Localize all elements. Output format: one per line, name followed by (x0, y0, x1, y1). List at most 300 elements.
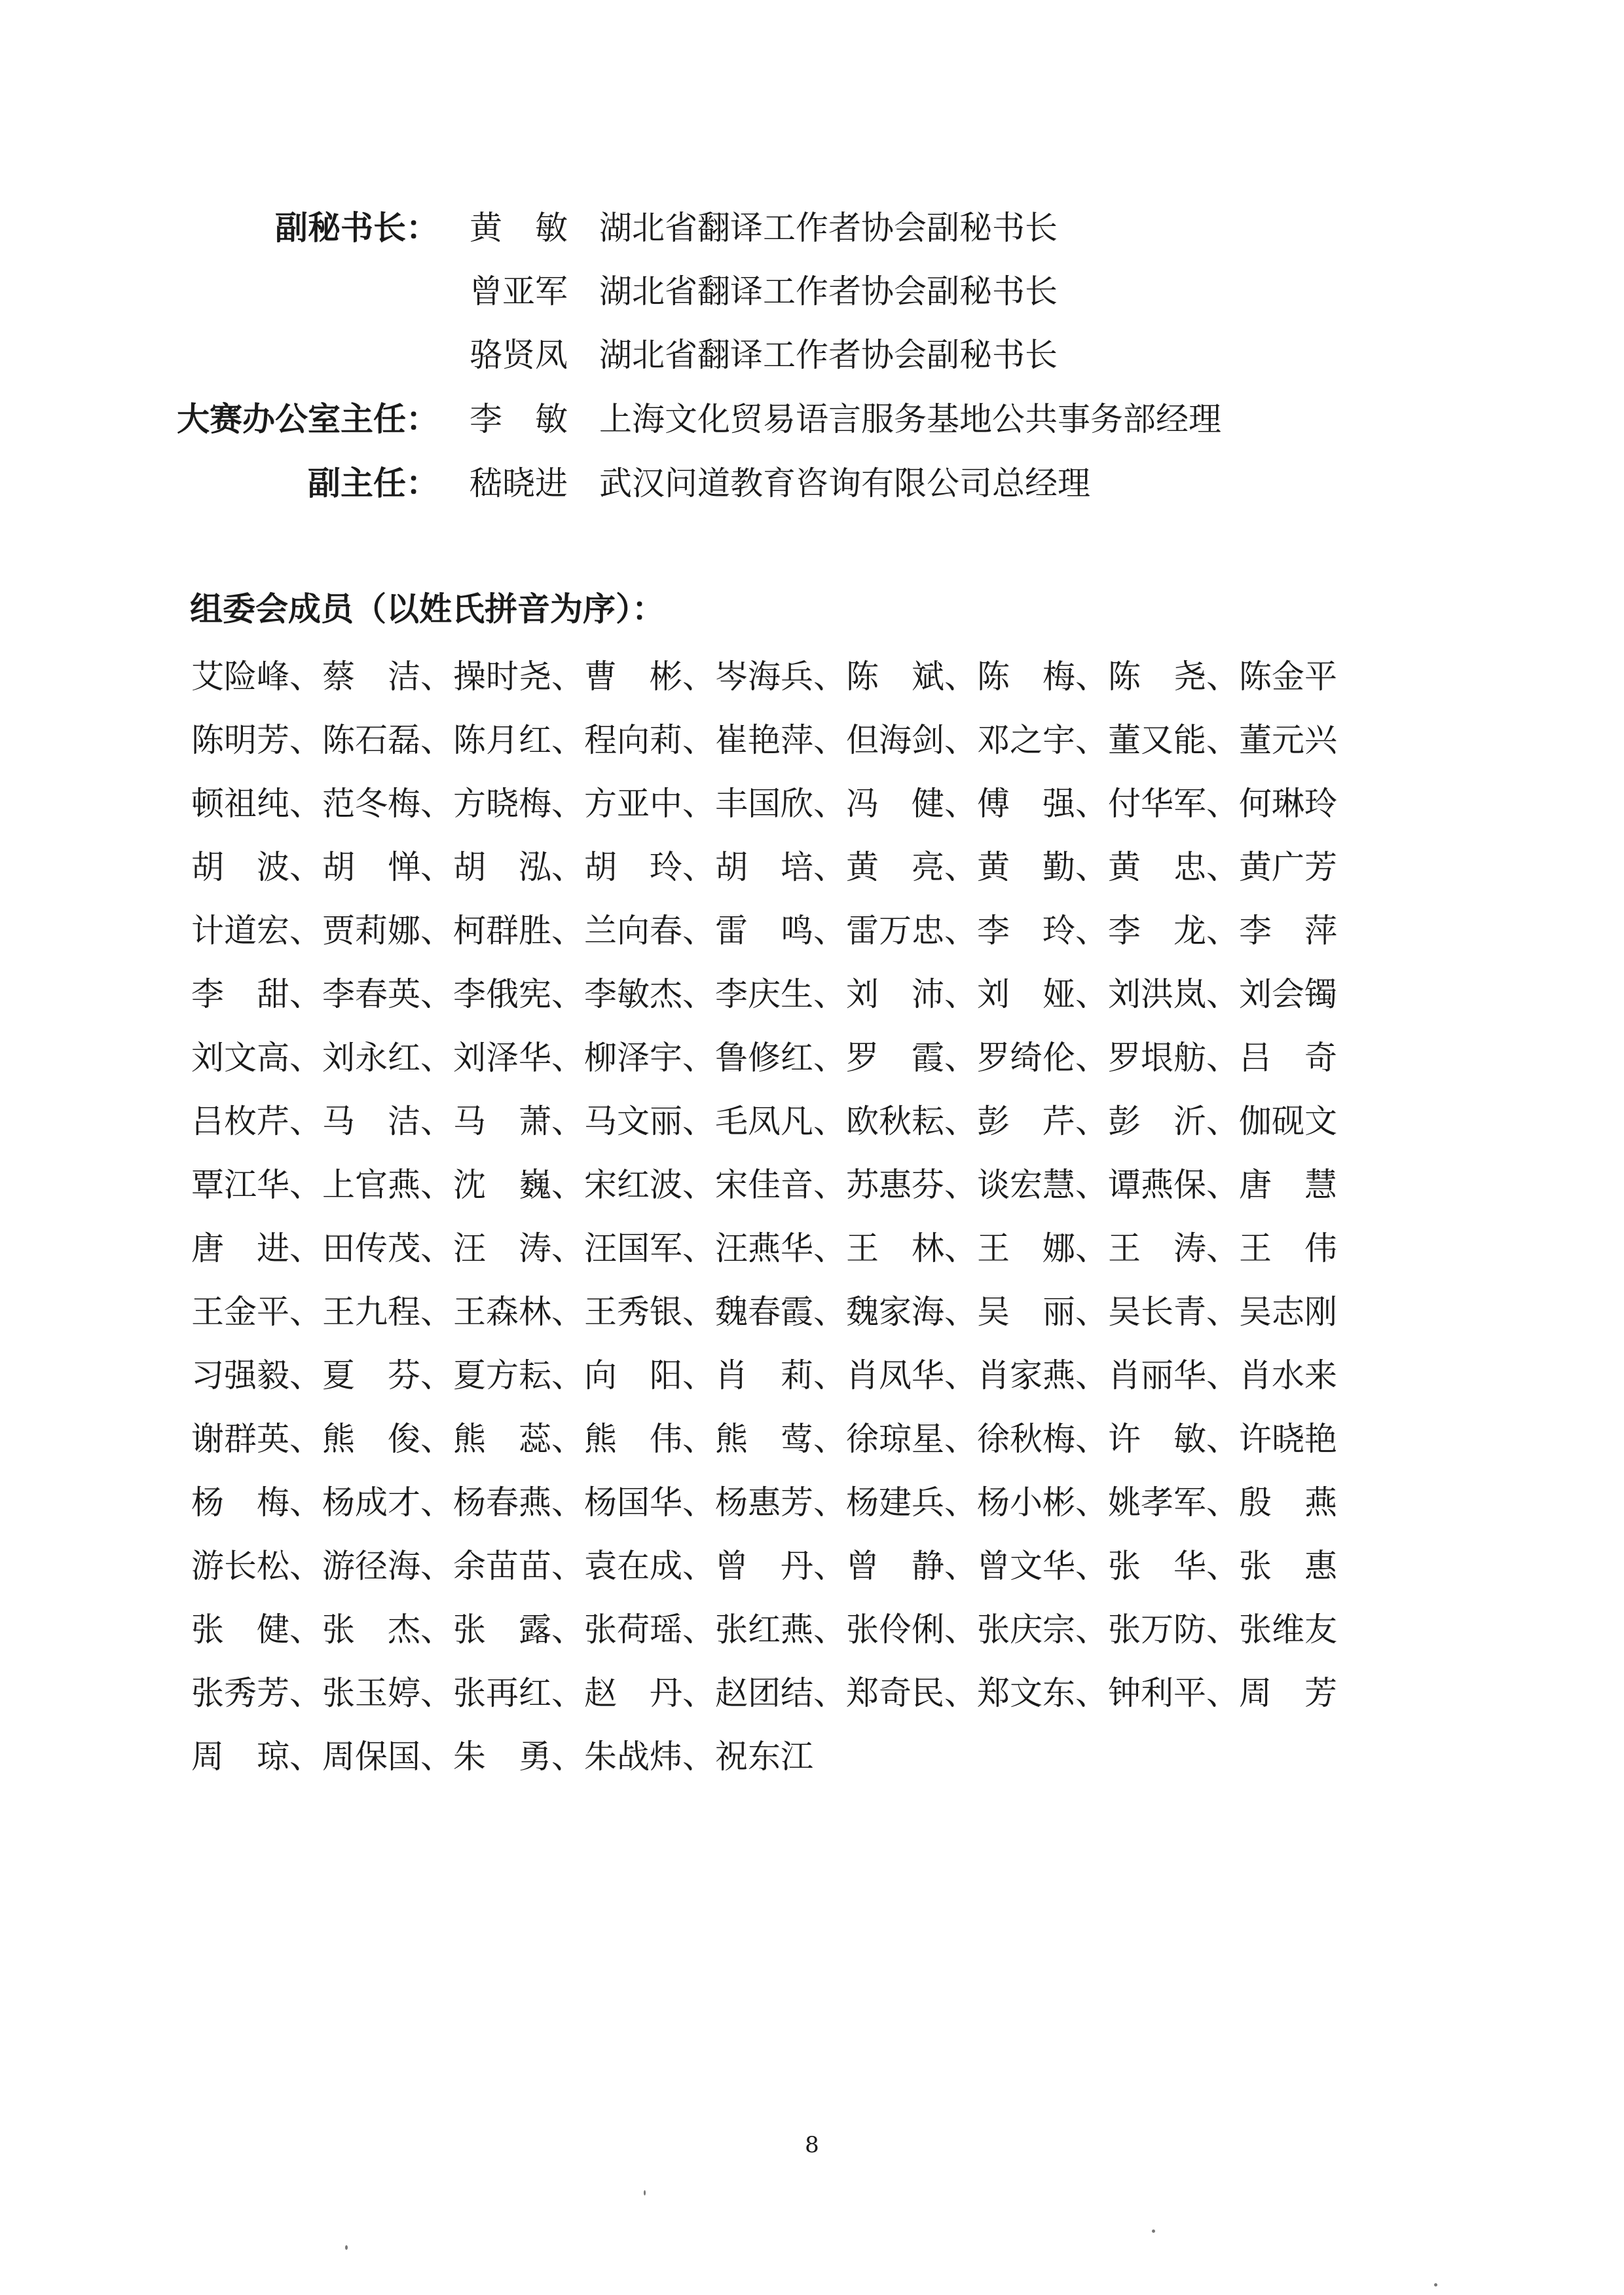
member-separator: 、 (1075, 848, 1108, 886)
member-name: 黄亮 (846, 848, 944, 886)
member-separator: 、 (289, 1420, 322, 1458)
official-row (0, 451, 1624, 516)
member-entry (1108, 1090, 1239, 1153)
member-row (191, 1598, 1501, 1662)
member-separator: 、 (1206, 785, 1239, 823)
member-name: 欧秋耘 (846, 1102, 944, 1140)
member-separator: 、 (551, 975, 584, 1013)
member-name: 刘文高 (191, 1039, 289, 1077)
member-name: 周琼 (191, 1738, 289, 1776)
member-name: 苏惠芬 (846, 1166, 944, 1204)
member-separator: 、 (682, 721, 715, 759)
member-entry (1239, 1471, 1370, 1535)
member-separator: 、 (944, 1420, 977, 1458)
member-entry (1108, 1408, 1239, 1471)
member-entry (977, 836, 1108, 899)
member-name: 李春英 (322, 975, 420, 1013)
member-separator: 、 (289, 1611, 322, 1649)
member-name: 宋佳音 (715, 1166, 813, 1204)
member-name: 郑奇民 (846, 1674, 944, 1712)
member-entry (191, 1535, 322, 1598)
member-name: 张红燕 (715, 1611, 813, 1649)
member-separator: 、 (1075, 1293, 1108, 1331)
member-entry (1239, 645, 1370, 709)
member-name: 计道宏 (191, 912, 289, 950)
scan-speck (644, 2190, 646, 2195)
member-name: 罗绮伦 (977, 1039, 1075, 1077)
member-entry (584, 1725, 715, 1789)
scan-speck (1434, 2283, 1437, 2286)
member-name: 赵丹 (584, 1674, 682, 1712)
member-row (191, 1344, 1501, 1408)
member-row (191, 1662, 1501, 1725)
member-separator: 、 (420, 1738, 453, 1776)
member-name: 游长松 (191, 1547, 289, 1585)
member-separator: 、 (813, 1039, 846, 1077)
member-name: 蔡洁 (322, 658, 420, 696)
member-entry (191, 899, 322, 963)
member-separator: 、 (944, 1039, 977, 1077)
member-name: 岑海兵 (715, 658, 813, 696)
member-separator: 、 (944, 975, 977, 1013)
member-name: 王森林 (453, 1293, 551, 1331)
member-entry (191, 1725, 322, 1789)
member-name: 黄广芳 (1239, 848, 1337, 886)
official-row (0, 195, 1624, 261)
member-entry (977, 963, 1108, 1026)
member-separator: 、 (551, 1356, 584, 1394)
member-entry (1239, 1535, 1370, 1598)
member-separator: 、 (420, 1356, 453, 1394)
member-separator: 、 (420, 1293, 453, 1331)
member-name: 赵团结 (715, 1674, 813, 1712)
member-name: 谢群英 (191, 1420, 289, 1458)
member-separator: 、 (1206, 1483, 1239, 1521)
member-entry (846, 1408, 977, 1471)
member-separator: 、 (813, 1611, 846, 1649)
member-separator: 、 (420, 1102, 453, 1140)
member-separator: 、 (289, 785, 322, 823)
member-separator: 、 (1206, 1102, 1239, 1140)
member-entry (846, 836, 977, 899)
member-entry (846, 645, 977, 709)
member-separator: 、 (682, 1166, 715, 1204)
member-name: 杨成才 (322, 1483, 420, 1521)
member-name: 张健 (191, 1611, 289, 1649)
member-name: 肖丽华 (1108, 1356, 1206, 1394)
member-name: 马洁 (322, 1102, 420, 1140)
member-separator: 、 (944, 1102, 977, 1140)
member-name: 胡惮 (322, 848, 420, 886)
member-separator: 、 (1206, 1229, 1239, 1267)
member-name: 雷万忠 (846, 912, 944, 950)
member-name: 王金平 (191, 1293, 289, 1331)
member-entry (453, 1408, 584, 1471)
member-name: 刘永红 (322, 1039, 420, 1077)
member-separator: 、 (682, 1738, 715, 1776)
member-entry (322, 1725, 453, 1789)
member-name: 唐进 (191, 1229, 289, 1267)
member-separator: 、 (551, 785, 584, 823)
member-separator: 、 (1075, 1547, 1108, 1585)
member-separator: 、 (813, 912, 846, 950)
member-separator: 、 (420, 658, 453, 696)
scan-speck (1152, 2230, 1155, 2233)
member-name: 张惠 (1239, 1547, 1337, 1585)
member-separator: 、 (420, 975, 453, 1013)
member-name: 殷燕 (1239, 1483, 1337, 1521)
member-row (191, 1217, 1501, 1280)
member-separator: 、 (682, 1229, 715, 1267)
member-separator: 、 (1075, 1420, 1108, 1458)
member-entry (584, 1408, 715, 1471)
member-name: 李敏杰 (584, 975, 682, 1013)
member-separator: 、 (289, 721, 322, 759)
member-separator: 、 (289, 1102, 322, 1140)
member-separator: 、 (420, 721, 453, 759)
member-entry (584, 772, 715, 836)
member-separator: 、 (813, 1293, 846, 1331)
member-separator: 、 (944, 658, 977, 696)
member-entry (322, 1535, 453, 1598)
member-separator: 、 (420, 1039, 453, 1077)
member-separator: 、 (551, 1102, 584, 1140)
member-name: 李甜 (191, 975, 289, 1013)
member-entry (191, 1090, 322, 1153)
member-entry (977, 1535, 1108, 1598)
member-entry (191, 772, 322, 836)
member-separator: 、 (1075, 975, 1108, 1013)
member-name: 杨小彬 (977, 1483, 1075, 1521)
member-entry (1239, 1598, 1370, 1662)
member-name: 魏家海 (846, 1293, 944, 1331)
official-row (0, 322, 1624, 388)
member-name: 李俄宪 (453, 975, 551, 1013)
person-title: 上海文化贸易语言服务基地公共事务部经理 (599, 400, 1221, 438)
member-entry (191, 645, 322, 709)
member-entry (1108, 645, 1239, 709)
member-row (191, 1090, 1501, 1153)
member-name: 刘沛 (846, 975, 944, 1013)
member-name: 汪燕华 (715, 1229, 813, 1267)
member-entry (715, 709, 846, 772)
member-separator: 、 (1206, 1420, 1239, 1458)
member-name: 杨梅 (191, 1483, 289, 1521)
member-separator: 、 (289, 1674, 322, 1712)
member-entry (191, 1026, 322, 1090)
member-entry (322, 1662, 453, 1725)
member-separator: 、 (289, 1166, 322, 1204)
member-row (191, 899, 1501, 963)
member-row (191, 1471, 1501, 1535)
member-entry (715, 1598, 846, 1662)
member-separator: 、 (1206, 1166, 1239, 1204)
member-name: 陈明芳 (191, 721, 289, 759)
member-separator: 、 (1206, 1611, 1239, 1649)
member-separator: 、 (551, 1420, 584, 1458)
member-entry (715, 645, 846, 709)
member-separator: 、 (682, 975, 715, 1013)
member-separator: 、 (420, 1674, 453, 1712)
member-row (191, 836, 1501, 899)
member-entry (977, 709, 1108, 772)
member-separator: 、 (813, 1356, 846, 1394)
member-name: 周保国 (322, 1738, 420, 1776)
member-entry (977, 1662, 1108, 1725)
scan-speck (345, 2245, 348, 2250)
member-name: 夏方耘 (453, 1356, 551, 1394)
member-entry (1239, 1090, 1370, 1153)
member-name: 陈梅 (977, 658, 1075, 696)
member-separator: 、 (944, 1166, 977, 1204)
member-entry (715, 1725, 846, 1789)
member-name: 袁在成 (584, 1547, 682, 1585)
member-entry (584, 709, 715, 772)
member-separator: 、 (1206, 848, 1239, 886)
member-separator: 、 (420, 1547, 453, 1585)
member-entry (322, 1598, 453, 1662)
member-row (191, 1153, 1501, 1217)
member-separator: 、 (1206, 1293, 1239, 1331)
member-entry (977, 645, 1108, 709)
member-name: 范冬梅 (322, 785, 420, 823)
member-entry (715, 772, 846, 836)
member-separator: 、 (682, 1547, 715, 1585)
member-name: 肖家燕 (977, 1356, 1075, 1394)
member-name: 王涛 (1108, 1229, 1206, 1267)
member-entry (191, 1153, 322, 1217)
member-entry (715, 1408, 846, 1471)
member-entry (977, 1598, 1108, 1662)
member-name: 张华 (1108, 1547, 1206, 1585)
member-name: 刘泽华 (453, 1039, 551, 1077)
member-entry (846, 1471, 977, 1535)
member-name: 汪国军 (584, 1229, 682, 1267)
member-separator: 、 (813, 1674, 846, 1712)
member-name: 吕枚芹 (191, 1102, 289, 1140)
member-separator: 、 (289, 1356, 322, 1394)
person-name: 曾亚军 (470, 272, 568, 310)
member-separator: 、 (944, 1547, 977, 1585)
member-entry (1108, 899, 1239, 963)
member-entry (1239, 1344, 1370, 1408)
member-entry (322, 1090, 453, 1153)
member-name: 唐慧 (1239, 1166, 1337, 1204)
member-name: 熊俊 (322, 1420, 420, 1458)
member-separator: 、 (1075, 1166, 1108, 1204)
member-entry (715, 1153, 846, 1217)
member-entry (1239, 709, 1370, 772)
member-entry (453, 772, 584, 836)
member-entry (715, 963, 846, 1026)
member-separator: 、 (682, 658, 715, 696)
member-entry (584, 1217, 715, 1280)
member-name: 张荷瑶 (584, 1611, 682, 1649)
member-name: 雷鸣 (715, 912, 813, 950)
member-entry (584, 1280, 715, 1344)
member-name: 冯健 (846, 785, 944, 823)
member-entry (846, 1535, 977, 1598)
member-name: 张维友 (1239, 1611, 1337, 1649)
member-name: 钟利平 (1108, 1674, 1206, 1712)
member-entry (322, 1280, 453, 1344)
member-entry (715, 1471, 846, 1535)
member-name: 谭燕保 (1108, 1166, 1206, 1204)
member-separator: 、 (420, 1420, 453, 1458)
member-entry (191, 1344, 322, 1408)
member-entry (584, 1090, 715, 1153)
member-entry (1108, 709, 1239, 772)
member-name: 崔艳萍 (715, 721, 813, 759)
member-row (191, 1026, 1501, 1090)
member-entry (453, 645, 584, 709)
member-separator: 、 (1206, 912, 1239, 950)
person-name: 李敏 (470, 400, 568, 438)
member-entry (584, 1535, 715, 1598)
member-name: 肖凤华 (846, 1356, 944, 1394)
member-entry (453, 1598, 584, 1662)
member-entry (977, 899, 1108, 963)
member-separator: 、 (289, 658, 322, 696)
member-name: 顿祖纯 (191, 785, 289, 823)
person-name: 骆贤凤 (470, 336, 568, 374)
member-entry (453, 1662, 584, 1725)
member-entry (322, 1153, 453, 1217)
member-separator: 、 (813, 1166, 846, 1204)
member-name: 沈巍 (453, 1166, 551, 1204)
member-name: 上官燕 (322, 1166, 420, 1204)
member-separator: 、 (813, 1547, 846, 1585)
member-entry (322, 709, 453, 772)
member-name: 姚孝军 (1108, 1483, 1206, 1521)
member-name: 方亚中 (584, 785, 682, 823)
member-name: 夏芬 (322, 1356, 420, 1394)
role-label: 副主任： (308, 464, 439, 502)
member-entry (1108, 772, 1239, 836)
member-row (191, 1408, 1501, 1471)
member-entry (584, 836, 715, 899)
member-entry (846, 963, 977, 1026)
member-separator: 、 (551, 1674, 584, 1712)
member-separator: 、 (551, 848, 584, 886)
member-entry (584, 1026, 715, 1090)
member-entry (453, 1725, 584, 1789)
member-entry (191, 1280, 322, 1344)
member-name: 曾文华 (977, 1547, 1075, 1585)
member-entry (191, 1471, 322, 1535)
member-name: 胡培 (715, 848, 813, 886)
member-name: 张玉婷 (322, 1674, 420, 1712)
member-entry (453, 709, 584, 772)
member-row (191, 1280, 1501, 1344)
member-separator: 、 (420, 848, 453, 886)
member-name: 李龙 (1108, 912, 1206, 950)
member-entry (846, 1026, 977, 1090)
member-row (191, 772, 1501, 836)
member-name: 毛凤凡 (715, 1102, 813, 1140)
member-entry (191, 963, 322, 1026)
member-entry (846, 1280, 977, 1344)
member-separator: 、 (1075, 1356, 1108, 1394)
member-separator: 、 (551, 1039, 584, 1077)
member-name: 陈尧 (1108, 658, 1206, 696)
member-separator: 、 (1075, 721, 1108, 759)
member-entry (1108, 1598, 1239, 1662)
member-name: 董又能 (1108, 721, 1206, 759)
member-entry (584, 899, 715, 963)
member-name: 陈斌 (846, 658, 944, 696)
member-entry (846, 1153, 977, 1217)
member-separator: 、 (1075, 912, 1108, 950)
member-entry (977, 1344, 1108, 1408)
member-entry (715, 1026, 846, 1090)
member-entry (977, 1280, 1108, 1344)
member-entry (977, 1471, 1108, 1535)
member-separator: 、 (1206, 1674, 1239, 1712)
member-entry (584, 1598, 715, 1662)
member-entry (1108, 1153, 1239, 1217)
member-name: 张秀芳 (191, 1674, 289, 1712)
member-separator: 、 (551, 658, 584, 696)
member-name: 祝东江 (715, 1738, 813, 1776)
member-name: 杨惠芳 (715, 1483, 813, 1521)
member-name: 程向莉 (584, 721, 682, 759)
person-name: 嵇晓进 (470, 464, 568, 502)
member-name: 李萍 (1239, 912, 1337, 950)
member-entry (715, 1535, 846, 1598)
official-row (0, 386, 1624, 452)
member-entry (1108, 1217, 1239, 1280)
member-entry (584, 963, 715, 1026)
member-separator: 、 (813, 975, 846, 1013)
member-separator: 、 (289, 1039, 322, 1077)
member-separator: 、 (420, 1229, 453, 1267)
member-name: 董元兴 (1239, 721, 1337, 759)
member-entry (1239, 836, 1370, 899)
member-entry (322, 963, 453, 1026)
member-entry (1108, 1344, 1239, 1408)
member-entry (453, 1153, 584, 1217)
member-entry (715, 899, 846, 963)
member-entry (322, 899, 453, 963)
member-name: 曾丹 (715, 1547, 813, 1585)
member-entry (715, 1217, 846, 1280)
member-entry (191, 1408, 322, 1471)
page-number: 8 (805, 2132, 819, 2158)
member-separator: 、 (682, 1102, 715, 1140)
member-name: 汪涛 (453, 1229, 551, 1267)
member-separator: 、 (289, 975, 322, 1013)
member-entry (715, 1662, 846, 1725)
member-separator: 、 (289, 1547, 322, 1585)
member-separator: 、 (682, 1483, 715, 1521)
member-name: 曹彬 (584, 658, 682, 696)
member-entry (977, 1026, 1108, 1090)
member-entry (322, 1471, 453, 1535)
member-separator: 、 (289, 912, 322, 950)
member-entry (977, 1217, 1108, 1280)
member-name: 罗霞 (846, 1039, 944, 1077)
member-separator: 、 (1206, 721, 1239, 759)
member-entry (1239, 1408, 1370, 1471)
member-separator: 、 (813, 1483, 846, 1521)
member-separator: 、 (289, 1738, 322, 1776)
member-entry (846, 1344, 977, 1408)
member-name: 习强毅 (191, 1356, 289, 1394)
member-separator: 、 (682, 1356, 715, 1394)
member-separator: 、 (1075, 658, 1108, 696)
member-name: 丰国欣 (715, 785, 813, 823)
